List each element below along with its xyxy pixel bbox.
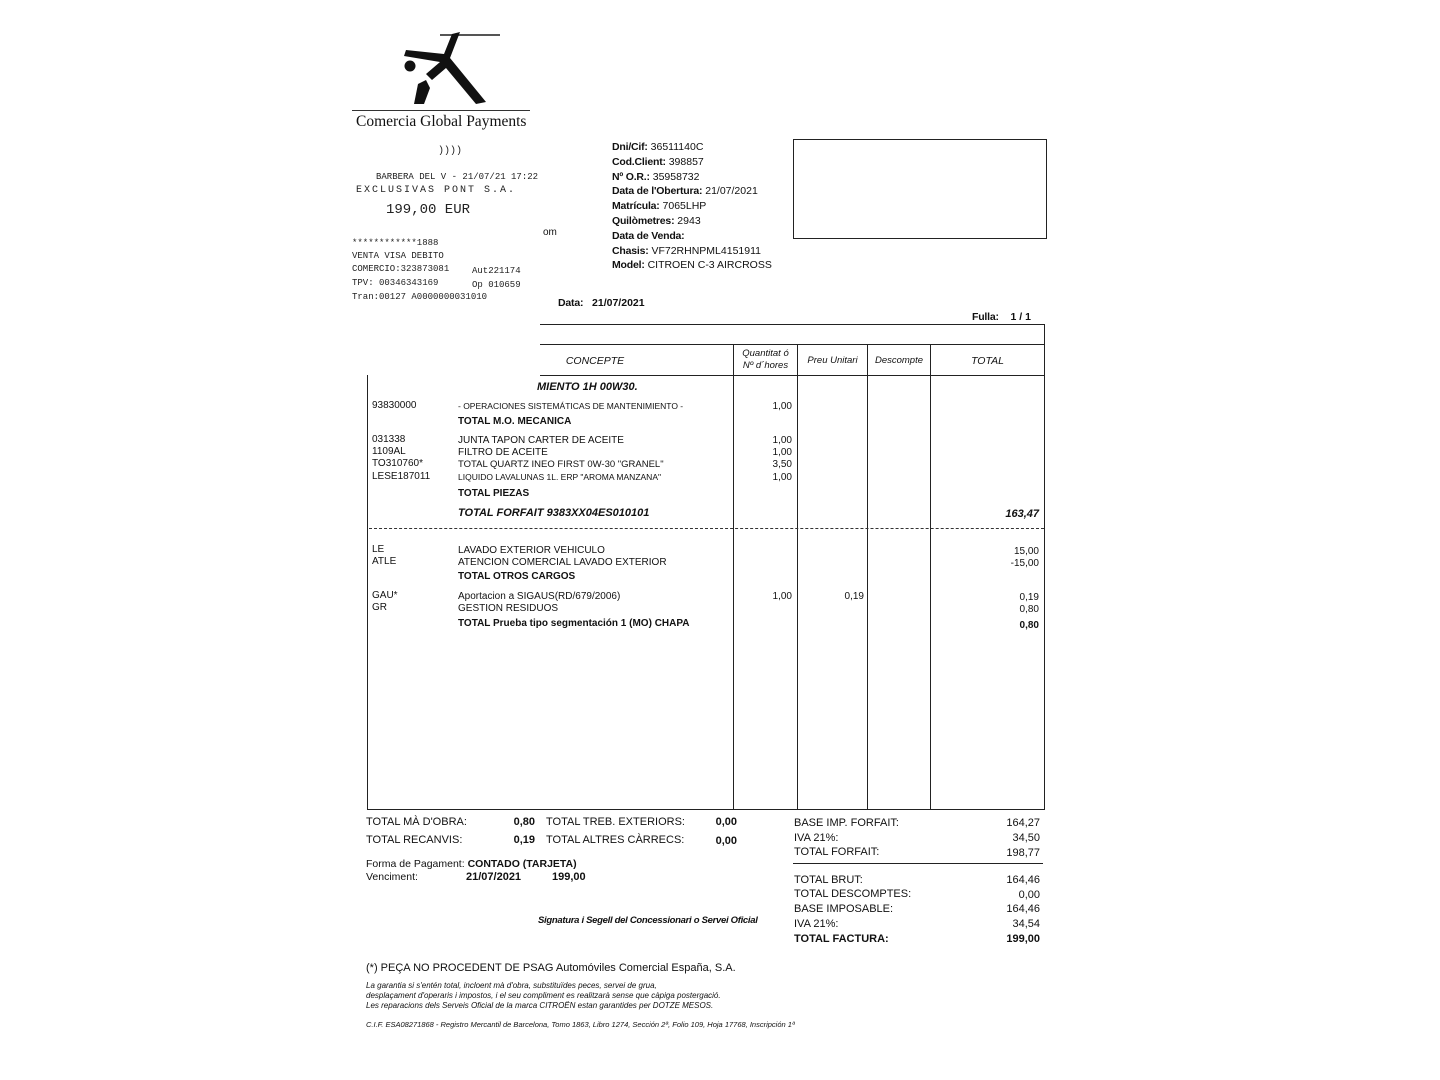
row-code: LE <box>372 544 385 555</box>
row-code: LESE187011 <box>372 471 431 482</box>
row-qty: 3,50 <box>772 459 792 470</box>
row-code: ATLE <box>372 556 397 567</box>
field-data-venda: Data de Venda: <box>612 229 685 242</box>
row-desc: LAVADO EXTERIOR VEHICULO <box>458 545 605 556</box>
warranty-line-2: desplaçament d'operaris i impostos, i el seu compliment es realitzarà sense que càpiga postergació. <box>366 991 721 1000</box>
row-desc: TOTAL QUARTZ INEO FIRST 0W-30 "GRANEL" <box>458 459 664 470</box>
total-forfait-value: 163,47 <box>1005 508 1039 520</box>
total-forfait-label: TOTAL FORFAIT 9383XX04ES010101 <box>458 507 650 519</box>
row-desc: JUNTA TAPON CARTER DE ACEITE <box>458 435 624 446</box>
summary-label: TOTAL DESCOMPTES: <box>794 888 912 900</box>
page-number: Fulla: 1 / 1 <box>972 311 1031 323</box>
summary-value: 198,77 <box>1006 847 1040 859</box>
col-header-quantitat: Quantitat ó Nº d´hores <box>742 348 789 371</box>
total-ma-obra-value: 0,80 <box>513 816 535 828</box>
due-label: Venciment: <box>366 871 418 883</box>
summary-label: IVA 21%: <box>794 832 839 844</box>
address-box <box>793 139 1047 239</box>
row-total: 15,00 <box>1013 546 1039 557</box>
summary-label: BASE IMP. FORFAIT: <box>794 817 899 829</box>
summary-label: IVA 21%: <box>794 918 839 930</box>
receipt-aut: Aut221174 <box>472 266 521 276</box>
row-code: 93830000 <box>372 400 417 411</box>
total-treb-label: TOTAL TREB. EXTERIORS: <box>546 816 685 828</box>
contactless-icon: )))) <box>438 146 463 157</box>
col-sep-qty <box>797 344 798 809</box>
row-total: 0,19 <box>1019 592 1039 603</box>
invoice-date: Data: 21/07/2021 <box>558 297 645 309</box>
brand-name: Comercia Global Payments <box>356 113 527 130</box>
receipt-comercio: COMERCIO:323873081 <box>352 264 450 274</box>
row-qty: 1,00 <box>772 447 792 458</box>
total-ma-obra-label: TOTAL MÀ D'OBRA: <box>366 816 467 828</box>
row-qty: 1,00 <box>772 401 792 412</box>
row-total: -15,00 <box>1010 558 1039 569</box>
receipt-tran: Tran:00127 A0000000031010 <box>352 292 488 302</box>
col-sep-preu <box>867 344 868 809</box>
col-sep-concepte <box>733 344 734 809</box>
warranty-line-3: Les reparacions dels Serveis Oficial de la marca CITROËN estan garantides per DOTZE MESOS. <box>366 1001 714 1010</box>
field-dni: Dni/Cif: 36511140C <box>612 141 704 153</box>
table-header-top <box>540 344 1045 345</box>
row-qty: 1,00 <box>772 435 792 446</box>
col-header-concepte: CONCEPTE <box>565 355 625 367</box>
row-code: GR <box>372 602 387 613</box>
row-desc: GESTION RESIDUOS <box>458 603 559 614</box>
section-divider <box>369 528 1044 529</box>
row-desc: FILTRO DE ACEITE <box>458 447 548 458</box>
summary-label: TOTAL FORFAIT: <box>794 846 880 858</box>
section-title: MIENTO 1H 00W30. <box>537 381 638 393</box>
field-chasis: Chasis: VF72RHNPML4151911 <box>612 244 761 257</box>
field-num-or: Nº O.R.: 35958732 <box>612 170 700 183</box>
table-header-bottom <box>540 375 1045 376</box>
field-model: Model: CITROEN C-3 AIRCROSS <box>612 259 772 272</box>
table-right-border <box>1044 324 1045 809</box>
summary-value: 0,00 <box>1018 889 1040 901</box>
receipt-op: Op 010659 <box>472 280 521 290</box>
receipt-location: BARBERA DEL V - 21/07/21 17:22 <box>376 172 539 182</box>
header-fields <box>612 140 772 273</box>
summary-label: BASE IMPOSABLE: <box>794 903 894 915</box>
row-desc: - OPERACIONES SISTEMÁTICAS DE MANTENIMIENTO - <box>458 401 684 411</box>
total-factura-value: 199,00 <box>1006 933 1040 945</box>
receipt-amount: 199,00 EUR <box>386 202 471 218</box>
summary-value: 164,46 <box>1006 874 1040 886</box>
row-code: TO310760* <box>372 458 423 469</box>
brand-rule <box>352 110 530 111</box>
subtotal-chapa-label: TOTAL Prueba tipo segmentación 1 (MO) CHAPA <box>458 618 690 629</box>
row-code: 031338 <box>372 434 406 445</box>
col-header-total: TOTAL <box>971 355 1004 367</box>
due-amount: 199,00 <box>552 871 586 883</box>
summary-value: 34,54 <box>1012 918 1040 930</box>
field-matricula: Matrícula: 7065LHP <box>612 200 707 213</box>
subtotal-mo-mecanica: TOTAL M.O. MECANICA <box>458 416 572 427</box>
row-desc: ATENCION COMERCIAL LAVADO EXTERIOR <box>458 557 667 568</box>
total-recanvis-label: TOTAL RECANVIS: <box>366 834 463 846</box>
partial-left-text: om <box>543 227 557 238</box>
receipt-type: VENTA VISA DEBITO <box>352 251 444 261</box>
table-bottom-line <box>367 809 1045 810</box>
col-header-preu: Preu Unitari <box>807 355 858 366</box>
payment-method: Forma de Pagament: CONTADO (TARJETA) <box>366 858 577 870</box>
total-treb-value: 0,00 <box>715 816 737 828</box>
row-code: GAU* <box>372 590 398 601</box>
col-header-descompte: Descompte <box>874 355 924 366</box>
total-altres-label: TOTAL ALTRES CÀRRECS: <box>546 834 685 846</box>
star-logo-icon <box>396 28 492 108</box>
field-quilometres: Quilòmetres: 2943 <box>612 214 701 227</box>
summary-value: 34,50 <box>1012 832 1040 844</box>
total-altres-value: 0,00 <box>715 835 737 847</box>
total-factura-label: TOTAL FACTURA: <box>794 933 889 945</box>
footer-note: (*) PEÇA NO PROCEDENT DE PSAG Automóviles Comercial España, S.A. <box>366 962 736 974</box>
summary-divider <box>793 863 1043 864</box>
receipt-merchant: EXCLUSIVAS PONT S.A. <box>356 185 517 196</box>
due-date: 21/07/2021 <box>466 871 522 883</box>
row-desc: Aportacion a SIGAUS(RD/679/2006) <box>458 591 621 602</box>
subtotal-chapa-value: 0,80 <box>1019 620 1039 631</box>
warranty-line-1: La garantia si s'entén total, incloent mà d'obra, substituïdes peces, servei de grua, <box>366 981 657 990</box>
receipt-card: ************1888 <box>352 238 439 248</box>
summary-value: 164,27 <box>1006 817 1040 829</box>
signature-caption: Signatura i Segell del Concessionari o Servei Oficial <box>538 915 758 926</box>
summary-value: 164,46 <box>1006 903 1040 915</box>
row-code: 1109AL <box>372 446 406 457</box>
registry-line: C.I.F. ESA08271868 - Registro Mercantil de Barcelona, Tomo 1863, Libro 1274, Sección 2ª, Folio 109, Hoja 17768, Inscripción 1ª <box>366 1020 795 1029</box>
table-top-line <box>540 324 1045 325</box>
field-data-obertura: Data de l'Obertura: 21/07/2021 <box>612 185 758 198</box>
subtotal-otros-cargos: TOTAL OTROS CARGOS <box>458 571 576 582</box>
row-price: 0,19 <box>844 591 864 602</box>
total-recanvis-value: 0,19 <box>513 834 535 846</box>
table-left-border <box>367 375 368 809</box>
summary-label: TOTAL BRUT: <box>794 874 863 886</box>
col-sep-desc <box>930 344 931 809</box>
row-desc: LIQUIDO LAVALUNAS 1L. ERP "AROMA MANZANA" <box>458 472 662 482</box>
row-qty: 1,00 <box>772 591 792 602</box>
subtotal-piezas: TOTAL PIEZAS <box>458 488 530 499</box>
receipt-tpv: TPV: 00346343169 <box>352 278 439 288</box>
row-qty: 1,00 <box>772 472 792 483</box>
row-total: 0,80 <box>1019 604 1039 615</box>
field-cod-client: Cod.Client: 398857 <box>612 155 704 168</box>
